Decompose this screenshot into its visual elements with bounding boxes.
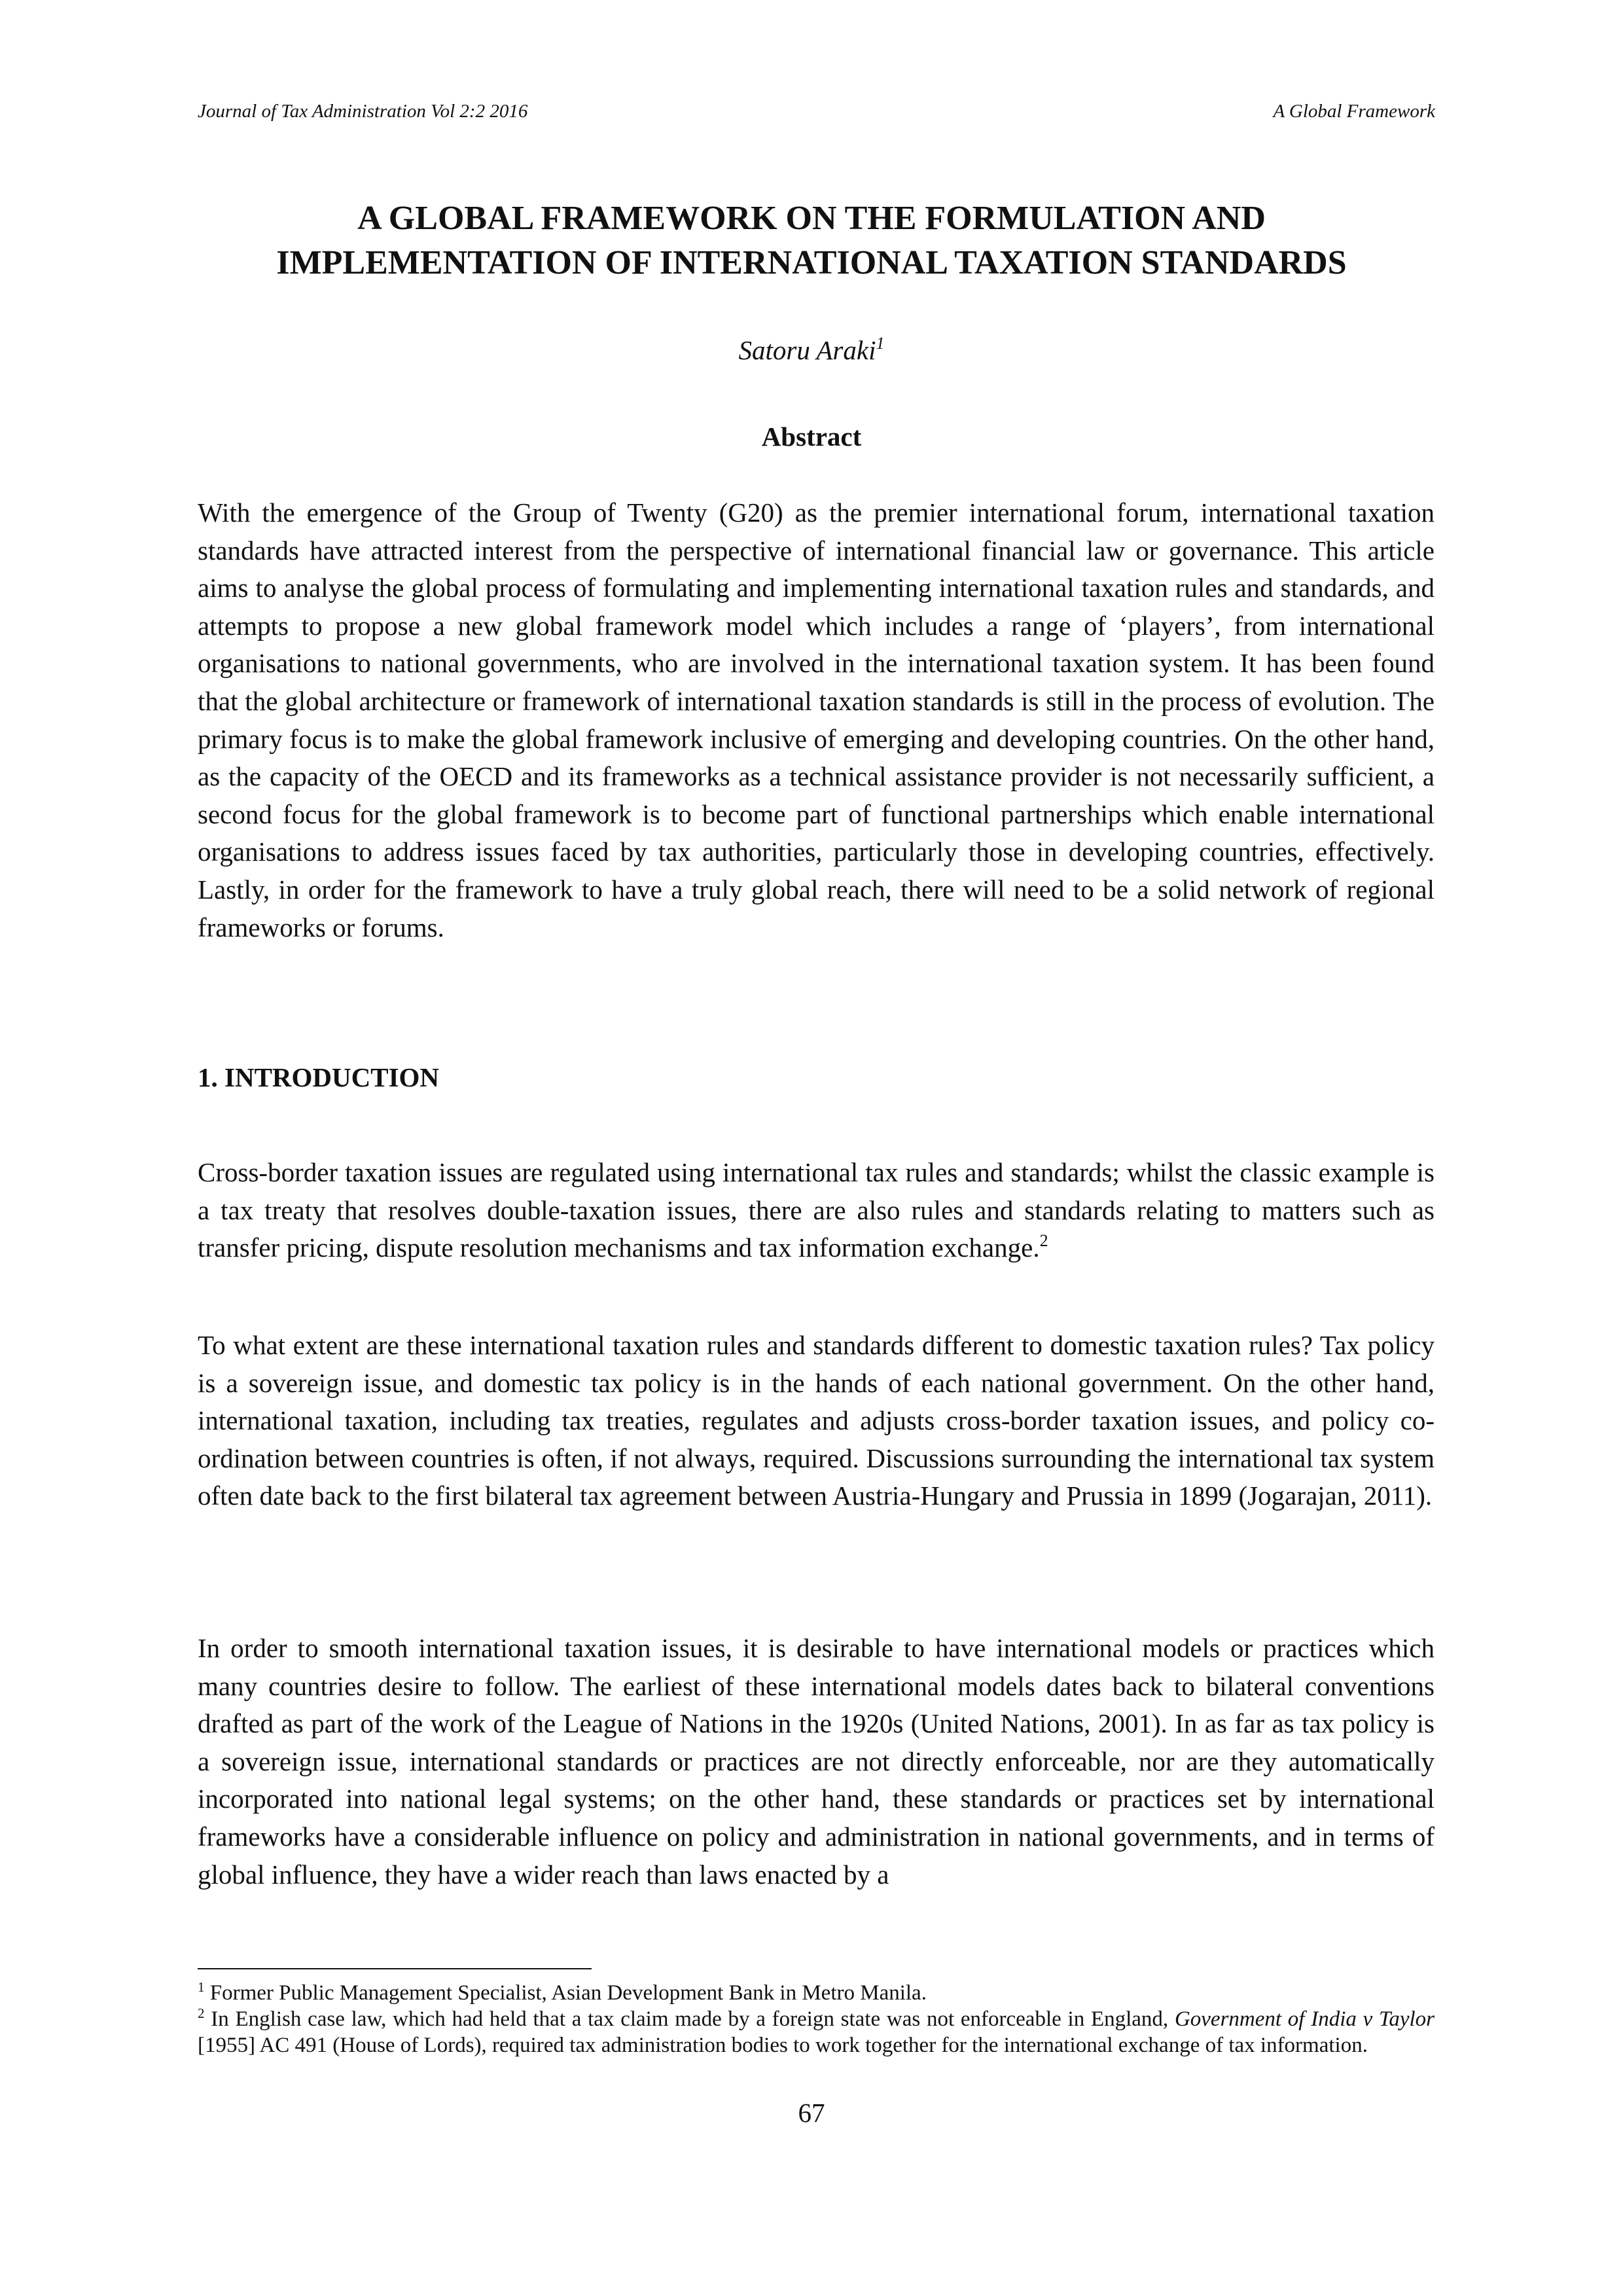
abstract-heading: Abstract (761, 422, 862, 452)
case-citation: Government of India v Taylor (1174, 2007, 1435, 2031)
author-line (0, 331, 1623, 370)
body-paragraph: To what extent are these international taxation rules and standards different to domestic taxation rules? Tax policy is a sovereign issue, and domestic tax policy is in the hands of each national government. On the other hand, international taxation, including tax treaties, regulates and adjusts cross-border taxation issues, and policy co-ordination between countries is often, if not always, required. Discussions surrounding the international tax system often date back to the first bilateral tax agreement between Austria-Hungary and Prussia in 1899 (Jogarajan, 2011). (198, 1330, 1435, 1511)
article-title-line-2: IMPLEMENTATION OF INTERNATIONAL TAXATION STANDARDS (276, 244, 1347, 281)
author-name: Satoru Araki (738, 335, 876, 365)
abstract-body: With the emergence of the Group of Twenty (G20) as the premier international forum, international taxation standards have attracted interest from the perspective of international financial law or governance. This article aims to analyse the global process of formulating and implementing international taxation rules and standards, and attempts to propose a new global framework model which includes a range of ‘players’, from international organisations to national governments, who are involved in the international taxation system. It has been found that the global architecture or framework of international taxation standards is still in the process of evolution. The primary focus is to make the global framework inclusive of emerging and developing countries. On the other hand, as the capacity of the OECD and its frameworks as a technical assistance provider is not necessarily sufficient, a second focus for the global framework is to become part of functional partnerships which enable international organisations to address issues faced by tax authorities, particularly those in developing countries, effectively. Lastly, in order for the framework to have a truly global reach, there will need to be a solid network of regional frameworks or forums. (198, 497, 1435, 942)
body-paragraph: In order to smooth international taxation issues, it is desirable to have international models or practices which many countries desire to follow. The earliest of these international models dates back to bilateral conventions drafted as part of the work of the League of Nations in the 1920s (United Nations, 2001). In as far as tax policy is a sovereign issue, international standards or practices are not directly enforceable, nor are they automatically incorporated into national legal systems; on the other hand, these standards or practices set by international frameworks have a considerable influence on policy and administration in national governments, and in terms of global influence, they have a wider reach than laws enacted by a (198, 1633, 1435, 1890)
journal-name: Journal of Tax Administration Vol 2:2 2016 (198, 101, 528, 122)
article-title-line-1: A GLOBAL FRAMEWORK ON THE FORMULATION AND (357, 200, 1266, 237)
footnote-separator (198, 1968, 592, 1969)
page-number: 67 (798, 2098, 825, 2128)
paragraph-text: Cross-border taxation issues are regulated using international tax rules and standards; whilst the classic example is a tax treaty that resolves double-taxation issues, there are also rules and standards relating to matters such as transfer pricing, dispute resolution mechanisms and tax information exchange. (198, 1157, 1435, 1263)
section-heading-introduction: 1. INTRODUCTION (198, 1062, 440, 1092)
footnote-2 (198, 2006, 1435, 2058)
author-footnote-mark[interactable]: 1 (876, 334, 885, 353)
footnote-text: Former Public Management Specialist, Asian Development Bank in Metro Manila. (209, 1981, 927, 2005)
footnote-reference-2[interactable]: 2 (1039, 1231, 1048, 1251)
footnotes (198, 1980, 1435, 2058)
running-title: A Global Framework (1273, 101, 1435, 122)
running-header (198, 95, 1435, 128)
footnote-mark: 1 (198, 1979, 205, 1995)
footnote-mark: 2 (198, 2005, 205, 2021)
footnote-text: In English case law, which had held that a tax claim made by a foreign state was not enforceable in England, (211, 2007, 1169, 2031)
footnote-text: [1955] AC 491 (House of Lords), required tax administration bodies to work together for the international exchange of tax information. (198, 2034, 1368, 2057)
footnote-1 (198, 1980, 1435, 2006)
body-paragraph (198, 1154, 1435, 1267)
article-title (164, 196, 1459, 285)
